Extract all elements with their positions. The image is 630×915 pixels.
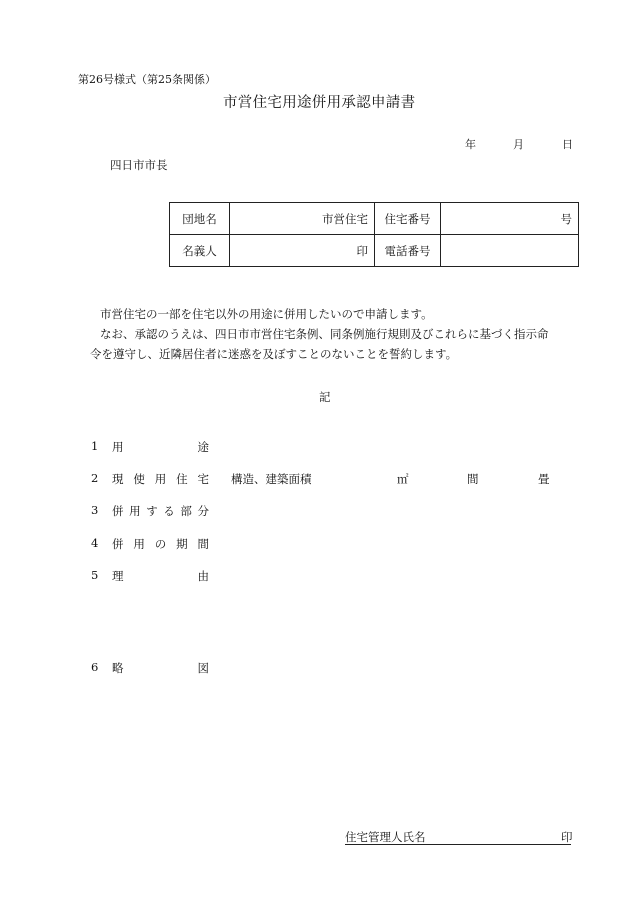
label-char: す xyxy=(146,504,158,518)
item-usage-label xyxy=(112,439,209,455)
label-char: 併 xyxy=(112,504,124,518)
phone-number-label: 電話番号 xyxy=(375,235,441,267)
area-unit: ㎡ xyxy=(397,472,409,486)
label-char: 併 xyxy=(112,537,124,551)
item-period-label xyxy=(112,536,209,552)
holder-name-field[interactable]: 印 xyxy=(230,235,375,267)
item-number: 3 xyxy=(91,503,99,517)
item-number: 4 xyxy=(91,536,99,550)
item-number: 5 xyxy=(91,568,99,582)
structure-area-label: 構造、建築面積 xyxy=(231,472,312,486)
date-day: 日 xyxy=(562,138,573,151)
label-char: 部 xyxy=(180,504,192,518)
label-char: 用 xyxy=(112,440,124,454)
item-reason-label xyxy=(112,568,209,584)
item-current-house-label xyxy=(112,471,209,487)
house-number-field[interactable]: 号 xyxy=(441,203,579,235)
label-char: 期 xyxy=(176,537,188,551)
applicant-info-table xyxy=(169,202,579,267)
date-year: 年 xyxy=(465,138,476,151)
tatami-unit: 畳 xyxy=(538,472,550,486)
pledge-statement-line1: なお、承認のうえは、四日市市営住宅条例、同条例施行規則及びこれらに基づく指示命 xyxy=(100,327,549,341)
form-number: 第26号様式（第25条関係） xyxy=(78,73,216,86)
label-char: 用 xyxy=(129,504,141,518)
estate-name-field[interactable]: 市営住宅 xyxy=(230,203,375,235)
item-number: 6 xyxy=(91,660,99,674)
label-char: 略 xyxy=(112,661,124,675)
label-char: 現 xyxy=(112,472,124,486)
house-number-label: 住宅番号 xyxy=(375,203,441,235)
ki-heading: 記 xyxy=(319,390,331,404)
label-char: 途 xyxy=(197,440,209,454)
label-char: 理 xyxy=(112,569,124,583)
room-unit: 間 xyxy=(467,472,479,486)
item-number: 1 xyxy=(91,439,99,453)
label-char: 間 xyxy=(197,537,209,551)
manager-name-label: 住宅管理人氏名 xyxy=(345,830,426,844)
label-char: 使 xyxy=(133,472,145,486)
item-number: 2 xyxy=(91,471,99,485)
seal-mark: 印 xyxy=(561,830,573,844)
addressee: 四日市市長 xyxy=(110,158,168,172)
form-title: 市営住宅用途併用承認申請書 xyxy=(223,95,416,111)
label-char: 用 xyxy=(133,537,145,551)
date-month: 月 xyxy=(513,138,524,151)
holder-name-label: 名義人 xyxy=(170,235,230,267)
table-row xyxy=(170,235,579,267)
label-char: 図 xyxy=(197,661,209,675)
label-char: の xyxy=(154,537,167,551)
label-char: 住 xyxy=(176,472,188,486)
label-char: 分 xyxy=(197,504,209,518)
label-char: 宅 xyxy=(197,472,209,486)
item-shared-part-label xyxy=(112,503,209,519)
application-statement: 市営住宅の一部を住宅以外の用途に併用したいので申請します。 xyxy=(100,307,433,321)
label-char: る xyxy=(163,504,175,518)
estate-name-label: 団地名 xyxy=(170,203,230,235)
label-char: 用 xyxy=(154,472,167,486)
pledge-statement-line2: 令を遵守し、近隣居住者に迷惑を及ぼすことのないことを誓約します。 xyxy=(90,347,458,361)
label-char: 由 xyxy=(197,569,209,583)
signature-underline[interactable] xyxy=(345,844,571,845)
table-row xyxy=(170,203,579,235)
item-sketch-label xyxy=(112,660,209,676)
phone-number-field[interactable] xyxy=(441,235,579,267)
